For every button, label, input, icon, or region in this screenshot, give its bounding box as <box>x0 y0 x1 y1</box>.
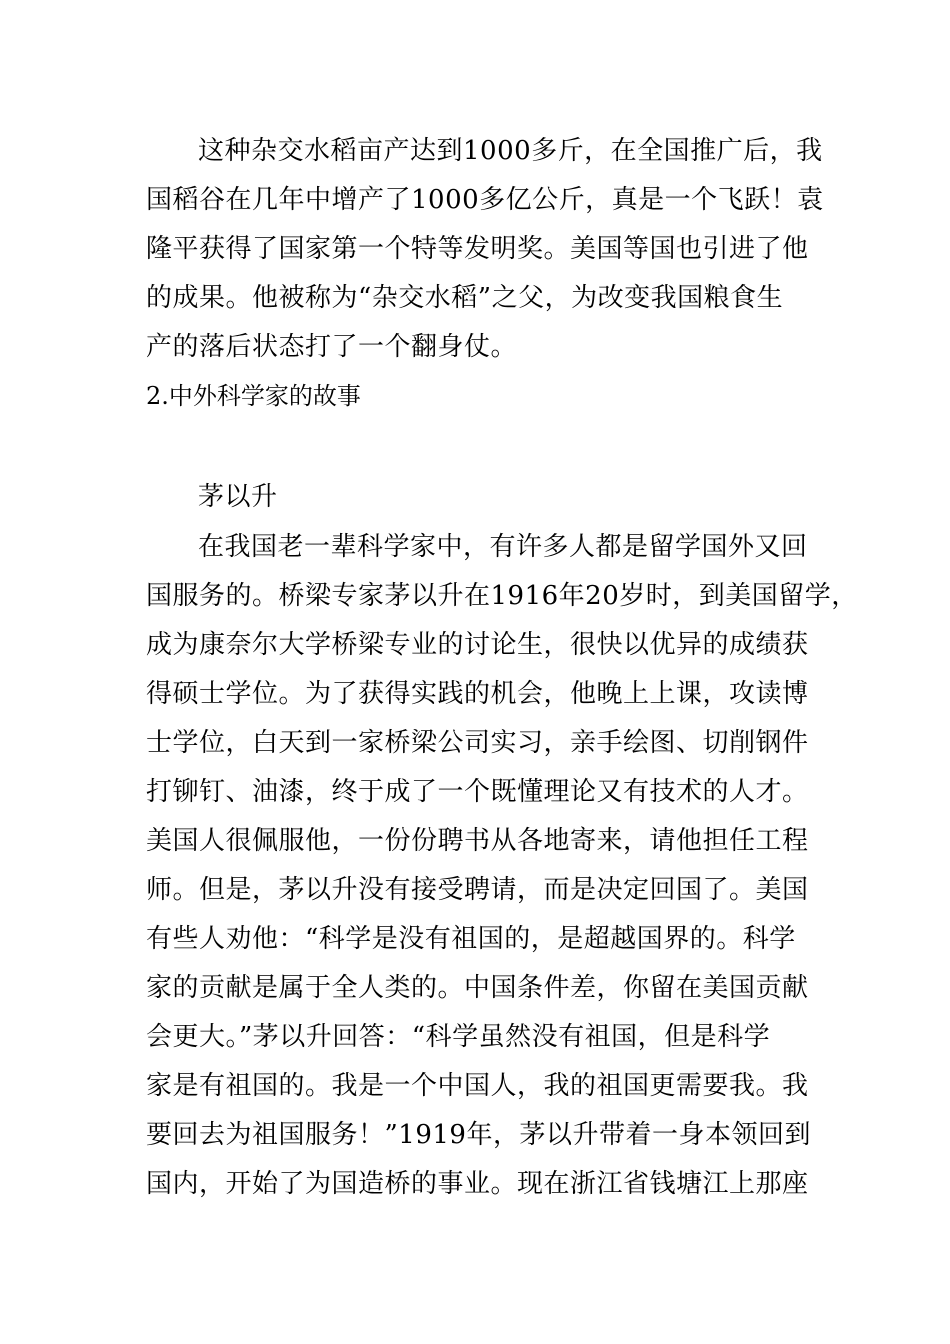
paragraph-line: 打铆钉、油漆，终于成了一个既懂理论又有技术的人才。 <box>146 777 809 807</box>
paragraph-line: 美国人很佩服他，一份份聘书从各地寄来，请他担任工程 <box>146 826 809 856</box>
paragraph-line: 师。但是，茅以升没有接受聘请，而是决定回国了。美国 <box>146 875 809 905</box>
paragraph-line: 的成果。他被称为“杂交水稻”之父，为改变我国粮食生 <box>146 283 784 313</box>
section-heading: 2.中外科学家的故事 <box>146 382 361 410</box>
paragraph-line: 要回去为祖国服务！”1919年，茅以升带着一身本领回到 <box>146 1120 811 1150</box>
paragraph-line: 在我国老一辈科学家中，有许多人都是留学国外又回 <box>198 532 808 562</box>
paragraph-line: 得硕士学位。为了获得实践的机会，他晚上上课，攻读博 <box>146 679 809 709</box>
paragraph-line: 家是有祖国的。我是一个中国人，我的祖国更需要我。我 <box>146 1071 809 1101</box>
paragraph-line: 产的落后状态打了一个翻身仗。 <box>146 332 518 362</box>
paragraph-line: 国稻谷在几年中增产了1000多亿公斤，真是一个飞跃！袁 <box>146 185 824 215</box>
paragraph-line: 家的贡献是属于全人类的。中国条件差，你留在美国贡献 <box>146 973 809 1003</box>
paragraph-line: 士学位，白天到一家桥梁公司实习，亲手绘图、切削钢件 <box>146 728 809 758</box>
story-title: 茅以升 <box>198 482 278 512</box>
paragraph-line: 会更大。”茅以升回答：“科学虽然没有祖国，但是科学 <box>146 1022 771 1052</box>
paragraph-line: 有些人劝他：“科学是没有祖国的，是超越国界的。科学 <box>146 924 796 954</box>
paragraph-line: 成为康奈尔大学桥梁专业的讨论生，很快以优异的成绩获 <box>146 630 809 660</box>
paragraph-line: 国服务的。桥梁专家茅以升在1916年20岁时，到美国留学， <box>146 581 858 611</box>
paragraph-line: 这种杂交水稻亩产达到1000多斤，在全国推广后，我 <box>198 136 823 166</box>
paragraph-line: 国内，开始了为国造桥的事业。现在浙江省钱塘江上那座 <box>146 1169 809 1199</box>
paragraph-line: 隆平获得了国家第一个特等发明奖。美国等国也引进了他 <box>146 234 809 264</box>
